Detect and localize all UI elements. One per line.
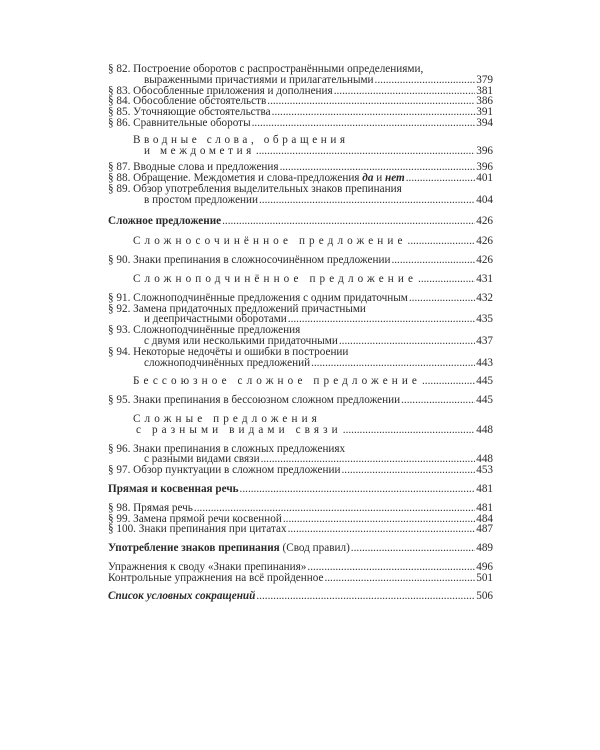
toc-title: Сложносочинённое предложение <box>133 235 407 248</box>
toc-entry-97[interactable] <box>108 465 493 476</box>
toc-title: § 99. Замена прямой речи косвенной <box>108 512 282 525</box>
toc-entry-89-line1: § 89. Обзор употребления выделительных знаков препинания <box>108 182 402 195</box>
toc-title: § 88. Обращение. Междометия и слова-предложения да и нет <box>108 172 405 185</box>
section-title: Сложное предложение <box>108 214 222 227</box>
leader-dots <box>259 195 475 206</box>
page-number: 381 <box>476 84 493 97</box>
page-number: 481 <box>476 482 493 495</box>
leader-dots <box>341 465 475 476</box>
page-number: 386 <box>476 95 493 108</box>
page-number: 448 <box>476 423 493 436</box>
leader-dots <box>256 146 475 157</box>
toc-title: § 83. Обособленные приложения и дополнения <box>108 84 333 97</box>
page-number: 401 <box>476 172 493 185</box>
toc-title: § 95. Знаки препинания в бессоюзном сложном предложении <box>108 394 401 407</box>
toc-entry-100[interactable] <box>108 524 493 535</box>
leader-dots <box>240 484 476 495</box>
page-number: 391 <box>476 106 493 119</box>
toc-title: Контрольные упражнения на всё пройденное <box>108 571 324 584</box>
page-number: 426 <box>476 235 493 248</box>
page-number: 445 <box>476 375 493 388</box>
toc-title: § 91. Сложноподчинённые предложения с одним придаточным <box>108 291 408 304</box>
toc-entry-96-line1: § 96. Знаки препинания в сложных предложениях <box>108 442 346 455</box>
leader-dots <box>334 86 476 97</box>
toc-title: сложноподчинённых предложений <box>144 356 311 369</box>
toc-title: Упражнения к своду «Знаки препинания» <box>108 560 307 573</box>
toc-title: Сложноподчинённое предложение <box>133 272 418 285</box>
toc-title: Бессоюзное сложное предложение <box>133 375 421 388</box>
subheading-bsp[interactable] <box>108 376 493 387</box>
toc-title: выраженными причастиями и прилагательными <box>144 73 374 86</box>
page-number: 394 <box>476 116 493 129</box>
section-title: Прямая и косвенная речь <box>108 482 239 495</box>
page-number: 404 <box>476 193 493 206</box>
toc-entry-89[interactable] <box>108 195 493 206</box>
page-number: 484 <box>476 512 493 525</box>
page-number: 489 <box>476 542 493 555</box>
leader-dots <box>351 543 475 554</box>
toc-entry-kontrolnye[interactable] <box>108 573 493 584</box>
toc-title: с разными видами связи <box>144 453 260 466</box>
section-pryamaya[interactable] <box>108 484 493 495</box>
toc-entry-90[interactable] <box>108 255 493 266</box>
toc-entry-82-line1: § 82. Построение оборотов с распространёнными определениями, <box>108 63 424 75</box>
page-number: 443 <box>476 356 493 369</box>
leader-dots <box>418 274 475 285</box>
toc-title: § 84. Обособление обстоятельств <box>108 95 267 108</box>
leader-dots <box>324 573 475 584</box>
toc-entry-86[interactable] <box>108 118 493 129</box>
leader-dots <box>422 376 475 387</box>
toc-title: § 87. Вводные слова и предложения <box>108 161 279 174</box>
table-of-contents <box>108 64 493 602</box>
section-title: Употребление знаков препинания (Свод правил) <box>108 542 350 555</box>
leader-dots <box>283 514 475 525</box>
page-number: 379 <box>476 73 493 86</box>
page-number: 396 <box>476 161 493 174</box>
toc-entry-93-line1: § 93. Сложноподчинённые предложения <box>108 324 301 337</box>
subheading-sp-line1: Сложные предложения <box>133 412 321 425</box>
toc-entry-98[interactable] <box>108 503 493 514</box>
page-number: 396 <box>476 144 493 157</box>
section-slozhnoe[interactable] <box>108 216 493 227</box>
toc-title: и междометия <box>144 144 255 157</box>
leader-dots <box>343 425 475 436</box>
subheading-sp[interactable] <box>108 425 493 436</box>
page-number: 496 <box>476 560 493 573</box>
leader-dots <box>401 395 475 406</box>
page-number: 445 <box>476 394 493 407</box>
leader-dots <box>267 96 475 107</box>
toc-title: § 90. Знаки препинания в сложносочинённом предложении <box>108 254 391 267</box>
page-number: 506 <box>476 590 493 603</box>
page-number: 453 <box>476 464 493 477</box>
page-number: 432 <box>476 291 493 304</box>
subheading-vvodnye-line1: Вводные слова, обращения <box>133 133 349 146</box>
toc-title: в простом предложении <box>144 193 258 206</box>
leader-dots <box>408 236 476 247</box>
leader-dots <box>307 562 475 573</box>
toc-entry-95[interactable] <box>108 395 493 406</box>
leader-dots <box>391 255 475 266</box>
toc-title: § 98. Прямая речь <box>108 501 193 514</box>
page-number: 431 <box>476 272 493 285</box>
leader-dots <box>339 336 475 347</box>
subheading-spp[interactable] <box>108 274 493 285</box>
page-number: 481 <box>476 501 493 514</box>
leader-dots <box>256 591 475 602</box>
toc-title: с разными видами связи <box>136 423 342 436</box>
toc-title: § 86. Сравнительные обороты <box>108 116 251 129</box>
page-number: 501 <box>476 571 493 584</box>
toc-entry-94-line1: § 94. Некоторые недочёты и ошибки в построении <box>108 345 349 358</box>
page-number: 448 <box>476 453 493 466</box>
subheading-ssp[interactable] <box>108 236 493 247</box>
leader-dots <box>222 216 475 227</box>
leader-dots <box>375 75 476 86</box>
page-number: 426 <box>476 254 493 267</box>
section-spisok[interactable] <box>108 591 493 602</box>
section-upotreblenie[interactable] <box>108 543 493 554</box>
leader-dots <box>406 173 475 184</box>
leader-dots <box>311 358 475 369</box>
leader-dots <box>288 524 476 535</box>
toc-entry-92-line1: § 92. Замена придаточных предложений причастными <box>108 302 366 315</box>
page-number: 426 <box>476 214 493 227</box>
leader-dots <box>409 293 475 304</box>
toc-title: § 100. Знаки препинания при цитатах <box>108 523 287 536</box>
toc-entry-82[interactable] <box>108 75 493 86</box>
leader-dots <box>194 503 475 514</box>
toc-entry-94[interactable] <box>108 358 493 369</box>
leader-dots <box>288 314 475 325</box>
leader-dots <box>272 107 476 118</box>
toc-title: § 97. Обзор пунктуации в сложном предложении <box>108 464 341 477</box>
section-title: Список условных сокращений <box>108 590 256 603</box>
leader-dots <box>252 118 476 129</box>
page-number: 487 <box>476 523 493 536</box>
subheading-vvodnye[interactable] <box>108 146 493 157</box>
toc-title: и деепричастными оборотами <box>144 313 287 326</box>
page-number: 435 <box>476 313 493 326</box>
toc-title: § 85. Уточняющие обстоятельства <box>108 106 271 119</box>
page-number: 437 <box>476 334 493 347</box>
toc-title: с двумя или несколькими придаточными <box>144 334 338 347</box>
